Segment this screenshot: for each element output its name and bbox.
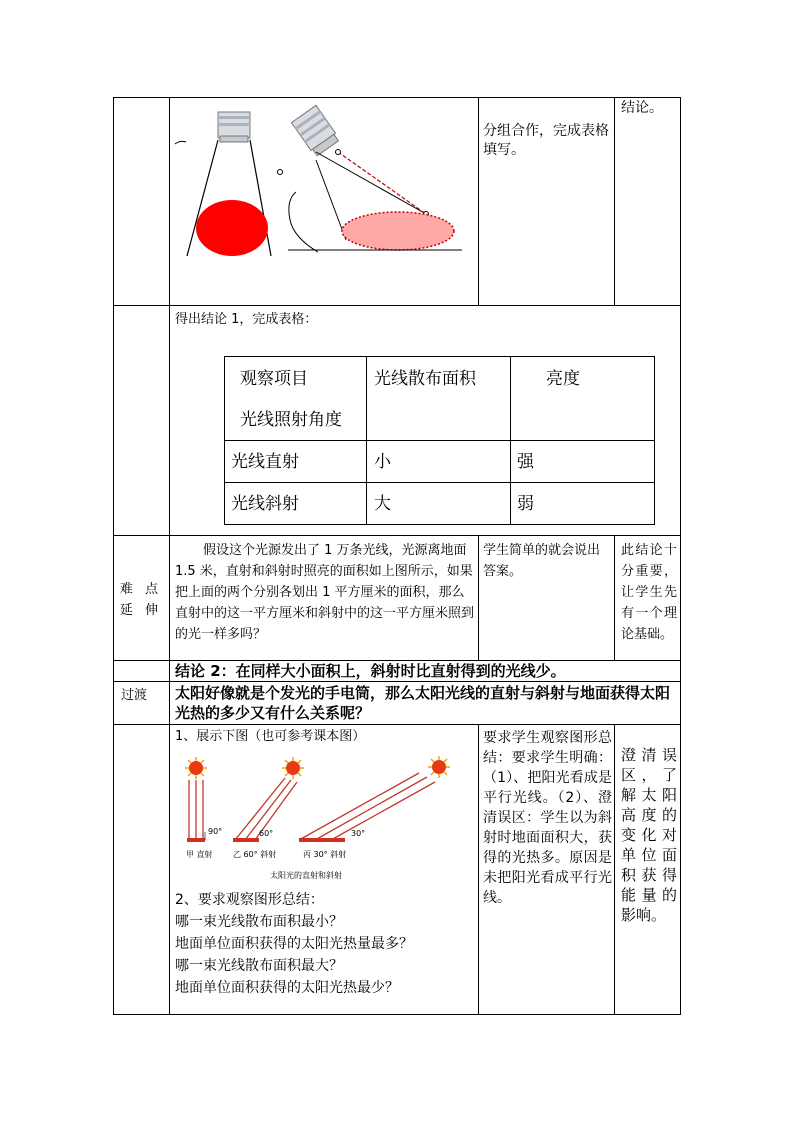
conclusion1-intro: 得出结论 1，完成表格： <box>175 312 318 327</box>
row6-activity: 要求学生观察图形总结：要求学生明确：（1）、把阳光看成是平行光线。（2）、澄清误区：学生以为斜射时地面面积大，获得的光热多。原因是未把阳光看成平行光线。 <box>483 730 612 906</box>
label-direct: 甲 直射 <box>186 850 213 859</box>
row-direct-area: 小 <box>374 452 391 472</box>
row5-content: 太阳好像就是个发光的手电筒，那么太阳光线的直射与斜射与地面获得太阳光热的多少又有什么关系呢？ <box>175 684 671 722</box>
label-60: 乙 60° 斜射 <box>233 850 277 859</box>
angle-30-label: 30° <box>351 829 366 838</box>
oblique-light-spot <box>342 212 454 250</box>
label-30: 丙 30° 斜射 <box>303 850 347 859</box>
bottle-direct-icon <box>218 112 250 142</box>
row3-activity: 学生简单的就会说出答案。 <box>483 543 601 579</box>
row5-stage: 过渡 <box>121 688 148 703</box>
row-oblique-label: 光线斜射 <box>231 494 299 514</box>
question-1: 哪一束光线散布面积最小？ <box>175 914 343 930</box>
row3-content: 假设这个光源发出了 1 万条光线，光源离地面 1.5 米，直射和斜射时照亮的面积如上图所示，如果把上面的两个分别各划出 1 平方厘米的面积，那么直射中的这一平方厘米和斜射中的这一平方厘米照到的光一样多吗？ <box>175 543 475 642</box>
conclusion2: 结论 2：在同样大小面积上，斜射时比直射得到的光线少。 <box>175 662 566 680</box>
row3-purpose: 此结论十分重要，让学生先有一个理论基础。 <box>621 543 677 642</box>
header-observe: 观察项目 <box>240 369 308 389</box>
header-area: 光线散布面积 <box>374 369 476 389</box>
question-2: 地面单位面积获得的太阳光热量最多？ <box>175 936 413 952</box>
angle-60-label: 60° <box>259 829 274 838</box>
figure-caption: 太阳光的直射和斜射 <box>270 871 342 880</box>
direct-light-spot <box>196 200 268 256</box>
row1-purpose: 结论。 <box>621 100 663 116</box>
row-oblique-area: 大 <box>374 494 391 514</box>
sun-rays-figure <box>175 752 465 862</box>
question-header: 2、要求观察图形总结： <box>175 892 324 908</box>
sun-icon <box>185 757 207 779</box>
row1-activity: 分组合作，完成表格填写。 <box>483 123 609 158</box>
sun-icon <box>428 756 450 778</box>
header-brightness: 亮度 <box>546 369 580 389</box>
row6-purpose: 澄清误区，了解太阳高度的变化对单位面积获得能量的影响。 <box>621 746 677 924</box>
sun-icon <box>282 757 304 779</box>
row3-stage: 难 点 延 伸 <box>119 582 163 618</box>
flashlight-figure <box>170 100 476 302</box>
row-direct-brightness: 强 <box>517 452 534 472</box>
header-angle: 光线照射角度 <box>240 410 342 430</box>
row-direct-label: 光线直射 <box>231 452 299 472</box>
row6-show: 1、展示下图（也可参考课本图） <box>175 729 366 744</box>
row-oblique-brightness: 弱 <box>517 494 534 514</box>
question-4: 地面单位面积获得的太阳光热最少？ <box>175 980 399 996</box>
question-3: 哪一束光线散布面积最大？ <box>175 958 343 974</box>
angle-90-label: 90° <box>208 827 223 836</box>
bottle-oblique-icon <box>291 105 340 157</box>
